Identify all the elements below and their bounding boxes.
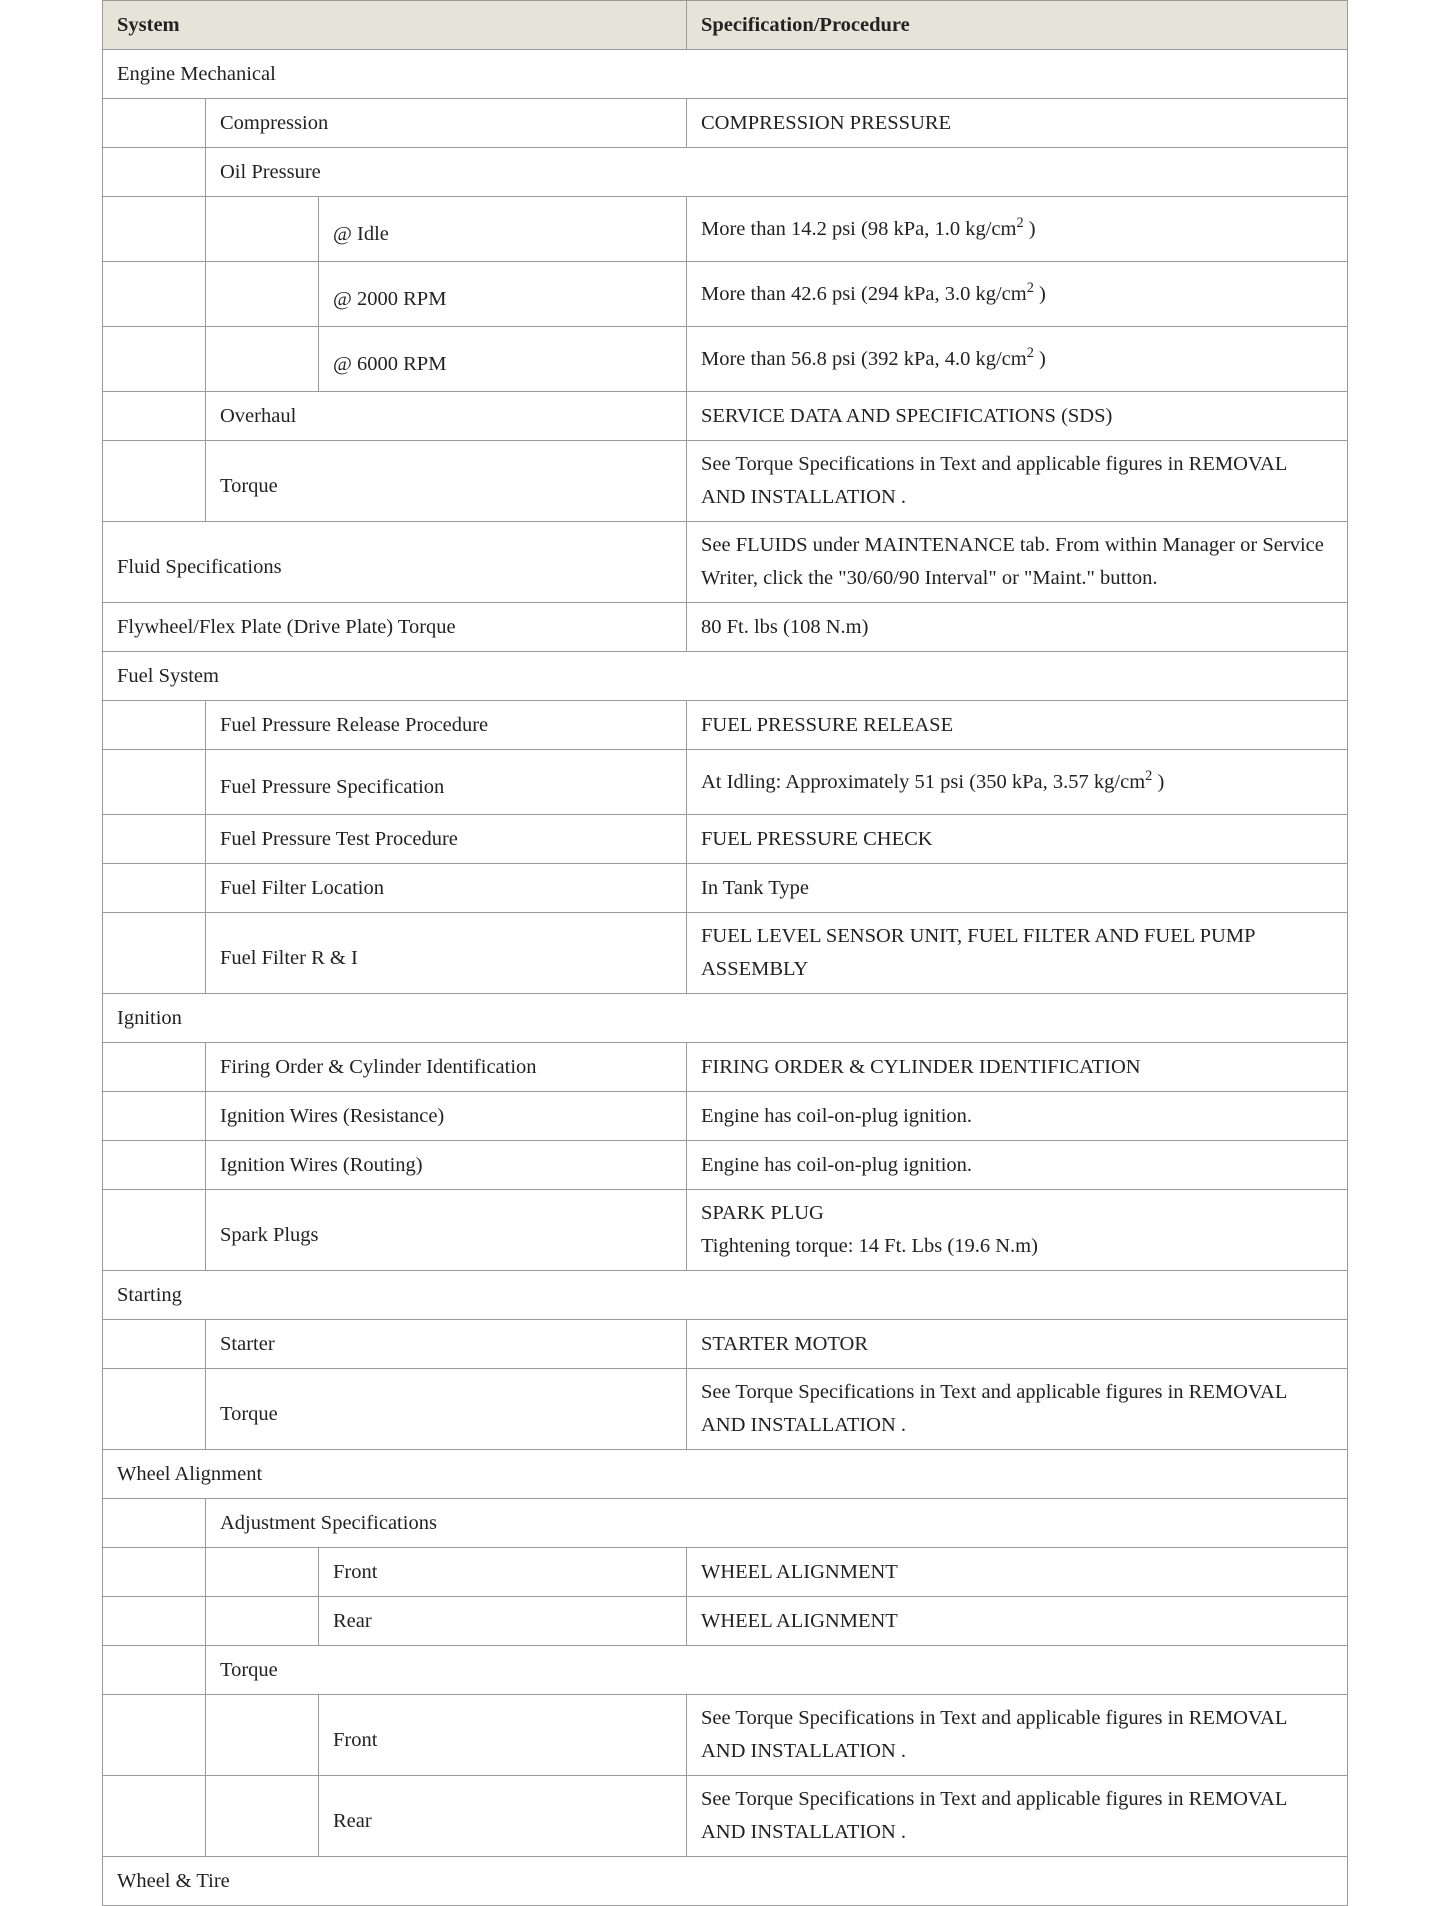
indent-cell: [103, 750, 206, 815]
spec-value: [687, 197, 1348, 262]
superscript: 2: [1016, 214, 1024, 231]
table-row: [103, 1320, 1348, 1369]
table-row: [103, 197, 1348, 262]
subsection-row: [103, 148, 1348, 197]
row-label: Torque: [206, 1369, 687, 1450]
spec-value: Engine has coil-on-plug ignition.: [687, 1141, 1348, 1190]
indent-cell: [206, 1776, 319, 1857]
spec-link[interactable]: See Torque Specifications in Text and applicable figures in REMOVAL AND INSTALLATION .: [687, 1776, 1348, 1857]
table-row: [103, 864, 1348, 913]
indent-cell: [103, 392, 206, 441]
table-row: [103, 1141, 1348, 1190]
table-row: [103, 327, 1348, 392]
section-wheel-alignment: Wheel Alignment: [103, 1450, 1348, 1499]
indent-cell: [206, 1548, 319, 1597]
indent-cell: [103, 262, 206, 327]
table-row: [103, 701, 1348, 750]
row-label: Overhaul: [206, 392, 687, 441]
indent-cell: [103, 1320, 206, 1369]
indent-cell: [103, 815, 206, 864]
indent-cell: [103, 1646, 206, 1695]
spec-link[interactable]: COMPRESSION PRESSURE: [687, 99, 1348, 148]
row-label: Starter: [206, 1320, 687, 1369]
row-label: Rear: [319, 1776, 687, 1857]
spec-value: [687, 1190, 1348, 1271]
table-row: [103, 815, 1348, 864]
indent-cell: [103, 1141, 206, 1190]
table-row: [103, 750, 1348, 815]
indent-cell: [103, 913, 206, 994]
section-fuel-system: Fuel System: [103, 652, 1348, 701]
subsection-row: [103, 1499, 1348, 1548]
section-row: [103, 50, 1348, 99]
indent-cell: [103, 148, 206, 197]
row-label: Spark Plugs: [206, 1190, 687, 1271]
indent-cell: [103, 1695, 206, 1776]
spec-table: [102, 0, 1348, 1906]
table-row: [103, 1597, 1348, 1646]
spec-link[interactable]: WHEEL ALIGNMENT: [687, 1597, 1348, 1646]
table-row: [103, 262, 1348, 327]
section-engine-mechanical: Engine Mechanical: [103, 50, 1348, 99]
row-label: Torque: [206, 441, 687, 522]
table-row: [103, 913, 1348, 994]
spec-close: ): [1033, 347, 1046, 370]
indent-cell: [103, 1043, 206, 1092]
table-row: [103, 522, 1348, 603]
subsection-row: [103, 1646, 1348, 1695]
row-label: Fluid Specifications: [103, 522, 687, 603]
subsection-label: Adjustment Specifications: [206, 1499, 1348, 1548]
table-row: [103, 1776, 1348, 1857]
indent-cell: [103, 1369, 206, 1450]
indent-cell: [206, 1597, 319, 1646]
spec-link[interactable]: See Torque Specifications in Text and applicable figures in REMOVAL AND INSTALLATION .: [687, 1695, 1348, 1776]
header-spec: Specification/Procedure: [687, 1, 1348, 50]
row-label: @ 2000 RPM: [319, 262, 687, 327]
spec-value: Engine has coil-on-plug ignition.: [687, 1092, 1348, 1141]
row-label: Compression: [206, 99, 687, 148]
indent-cell: [206, 197, 319, 262]
row-label: Fuel Filter R & I: [206, 913, 687, 994]
superscript: 2: [1145, 767, 1153, 784]
indent-cell: [206, 262, 319, 327]
indent-cell: [206, 327, 319, 392]
subsection-label: Oil Pressure: [206, 148, 1348, 197]
spec-value: In Tank Type: [687, 864, 1348, 913]
spec-link[interactable]: FUEL PRESSURE CHECK: [687, 815, 1348, 864]
spec-close: ): [1023, 217, 1036, 240]
table-header-row: [103, 1, 1348, 50]
table-row: [103, 1043, 1348, 1092]
indent-cell: [206, 1695, 319, 1776]
table-row: [103, 99, 1348, 148]
spec-text: More than 14.2 psi (98 kPa, 1.0 kg/cm: [701, 217, 1017, 240]
superscript: 2: [1026, 344, 1034, 361]
spec-link[interactable]: FUEL PRESSURE RELEASE: [687, 701, 1348, 750]
spec-link[interactable]: FUEL LEVEL SENSOR UNIT, FUEL FILTER AND FUEL PUMP ASSEMBLY: [687, 913, 1348, 994]
row-label: Fuel Filter Location: [206, 864, 687, 913]
spec-link[interactable]: SERVICE DATA AND SPECIFICATIONS (SDS): [687, 392, 1348, 441]
spec-text: More than 56.8 psi (392 kPa, 4.0 kg/cm: [701, 347, 1027, 370]
spec-value: [687, 750, 1348, 815]
indent-cell: [103, 197, 206, 262]
section-row: [103, 994, 1348, 1043]
row-label: Front: [319, 1695, 687, 1776]
spec-link[interactable]: STARTER MOTOR: [687, 1320, 1348, 1369]
spec-value: [687, 327, 1348, 392]
row-label: @ Idle: [319, 197, 687, 262]
spec-link[interactable]: SPARK PLUG: [701, 1202, 824, 1225]
spec-text: At Idling: Approximately 51 psi (350 kPa, 3.57 kg/cm: [701, 770, 1146, 793]
row-label: Ignition Wires (Resistance): [206, 1092, 687, 1141]
section-wheel-tire: Wheel & Tire: [103, 1857, 1348, 1906]
spec-text: More than 42.6 psi (294 kPa, 3.0 kg/cm: [701, 282, 1027, 305]
indent-cell: [103, 864, 206, 913]
row-label: Firing Order & Cylinder Identification: [206, 1043, 687, 1092]
indent-cell: [103, 441, 206, 522]
indent-cell: [103, 701, 206, 750]
table-row: [103, 1695, 1348, 1776]
table-row: [103, 1190, 1348, 1271]
indent-cell: [103, 1776, 206, 1857]
table-row: [103, 392, 1348, 441]
spec-text: Tightening torque: 14 Ft. Lbs (19.6 N.m): [701, 1235, 1038, 1257]
header-system: System: [103, 1, 687, 50]
spec-link[interactable]: See Torque Specifications in Text and applicable figures in REMOVAL AND INSTALLATION .: [687, 441, 1348, 522]
section-ignition: Ignition: [103, 994, 1348, 1043]
table-row: [103, 1369, 1348, 1450]
row-label: @ 6000 RPM: [319, 327, 687, 392]
spec-link[interactable]: WHEEL ALIGNMENT: [687, 1548, 1348, 1597]
row-label: Fuel Pressure Test Procedure: [206, 815, 687, 864]
superscript: 2: [1026, 279, 1034, 296]
row-label: Fuel Pressure Release Procedure: [206, 701, 687, 750]
indent-cell: [103, 327, 206, 392]
table-row: [103, 1092, 1348, 1141]
table-row: [103, 441, 1348, 522]
spec-close: ): [1152, 770, 1165, 793]
spec-value: [687, 262, 1348, 327]
subsection-label: Torque: [206, 1646, 1348, 1695]
indent-cell: [103, 1548, 206, 1597]
spec-link[interactable]: See FLUIDS under MAINTENANCE tab. From within Manager or Service Writer, click the "30/60/90 Interval" or "Maint." button.: [687, 522, 1348, 603]
row-label: Front: [319, 1548, 687, 1597]
indent-cell: [103, 1190, 206, 1271]
row-label: Fuel Pressure Specification: [206, 750, 687, 815]
section-row: [103, 1271, 1348, 1320]
section-row: [103, 1857, 1348, 1906]
spec-value: 80 Ft. lbs (108 N.m): [687, 603, 1348, 652]
table-row: [103, 1548, 1348, 1597]
section-row: [103, 652, 1348, 701]
indent-cell: [103, 99, 206, 148]
row-label: Ignition Wires (Routing): [206, 1141, 687, 1190]
indent-cell: [103, 1499, 206, 1548]
row-label: Flywheel/Flex Plate (Drive Plate) Torque: [103, 603, 687, 652]
spec-close: ): [1033, 282, 1046, 305]
table-row: [103, 603, 1348, 652]
spec-link[interactable]: FIRING ORDER & CYLINDER IDENTIFICATION: [687, 1043, 1348, 1092]
indent-cell: [103, 1092, 206, 1141]
row-label: Rear: [319, 1597, 687, 1646]
spec-link[interactable]: See Torque Specifications in Text and applicable figures in REMOVAL AND INSTALLATION .: [687, 1369, 1348, 1450]
indent-cell: [103, 1597, 206, 1646]
section-starting: Starting: [103, 1271, 1348, 1320]
section-row: [103, 1450, 1348, 1499]
